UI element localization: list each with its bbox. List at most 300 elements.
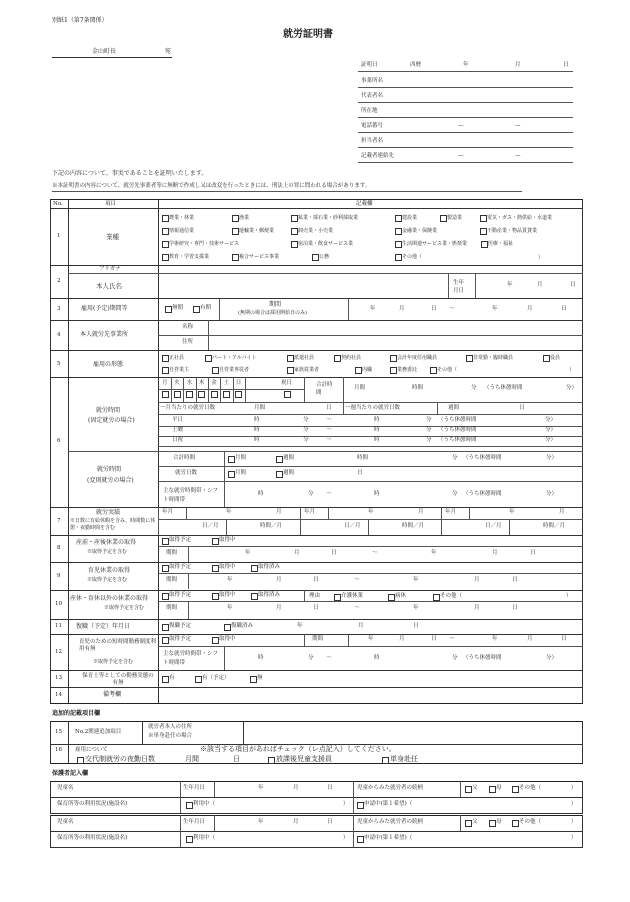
hours-row-line bbox=[158, 446, 583, 447]
row-number: 16 bbox=[55, 747, 62, 753]
other-relation-checkbox[interactable] bbox=[512, 820, 519, 827]
period-year: 年 bbox=[492, 306, 498, 312]
mother-checkbox[interactable] bbox=[489, 820, 496, 827]
staff-no-checkbox[interactable] bbox=[250, 676, 257, 683]
permanent-checkbox[interactable] bbox=[165, 306, 172, 313]
employment-checkbox[interactable] bbox=[334, 355, 341, 362]
workplace-sub-divider bbox=[208, 320, 209, 350]
tilde: ～ bbox=[326, 427, 332, 433]
applying-close: ） bbox=[571, 835, 577, 841]
extra-left bbox=[50, 721, 51, 763]
guardian-birth-label: 生年月日 bbox=[183, 785, 206, 791]
employment-checkbox[interactable] bbox=[205, 355, 212, 362]
industry-option-label: 不動産業・物品賃貸業 bbox=[487, 227, 538, 234]
industry-option-label: 複合サービス事業 bbox=[239, 253, 280, 260]
care-leave-checkbox[interactable] bbox=[334, 594, 341, 601]
industry-checkbox[interactable] bbox=[291, 215, 298, 222]
weekday-checkbox[interactable] bbox=[186, 391, 193, 398]
row-number: 1 bbox=[57, 233, 61, 239]
industry-checkbox[interactable] bbox=[395, 228, 402, 235]
employment-option-label: 非常勤・臨時職員 bbox=[473, 354, 514, 361]
employment-checkbox[interactable] bbox=[430, 367, 437, 374]
minute-unit: 分 bbox=[308, 655, 314, 661]
minute-unit: 分 bbox=[303, 427, 309, 433]
return-year: 年 bbox=[297, 623, 303, 629]
break-close: 分） bbox=[546, 455, 558, 461]
addressee-suffix: 宛 bbox=[165, 48, 172, 55]
employment-checkbox[interactable] bbox=[162, 367, 169, 374]
break-close: 分） bbox=[546, 491, 558, 497]
short-time-line bbox=[158, 646, 583, 647]
grid-divider bbox=[343, 402, 344, 414]
using-checkbox[interactable] bbox=[186, 836, 193, 843]
row-number: 10 bbox=[55, 601, 62, 607]
short-time-plan-label: 取得予定 bbox=[169, 636, 192, 642]
leave-line bbox=[158, 546, 583, 547]
month-unit: 月 bbox=[474, 605, 480, 611]
night-shift-day: 日 bbox=[233, 755, 240, 763]
fixed-hours-sub: (固定就労の場合) bbox=[88, 417, 135, 424]
company-name-line[interactable] bbox=[358, 87, 573, 88]
other-relation-checkbox[interactable] bbox=[512, 786, 519, 793]
record-line bbox=[158, 519, 583, 520]
leave-plan-checkbox[interactable] bbox=[162, 538, 169, 545]
record-divider bbox=[441, 507, 442, 535]
break-note: （うち休憩時間 bbox=[438, 417, 477, 423]
leave-done-label: 取得済み bbox=[258, 564, 281, 570]
employment-option-label: 正社員 bbox=[169, 354, 185, 361]
cert-day-unit: 日 bbox=[563, 62, 569, 68]
using-checkbox[interactable] bbox=[186, 802, 193, 809]
day-unit: 日 bbox=[431, 636, 437, 642]
industry-checkbox[interactable] bbox=[395, 215, 402, 222]
hours-line bbox=[158, 481, 583, 482]
year-unit: 年 bbox=[227, 605, 233, 611]
extra-section-title: 追加的記載項目欄 bbox=[52, 710, 101, 717]
record-divider bbox=[300, 507, 301, 535]
care-leave-label: 介護休業 bbox=[341, 593, 364, 599]
record-ym: 年月 bbox=[162, 509, 174, 515]
other-relation-close: ） bbox=[571, 819, 577, 825]
weekday-label: 金 bbox=[211, 380, 217, 386]
guardian-facility-label: 保育所等の利用状況(施設名) bbox=[57, 835, 128, 841]
leave-taking-label: 取得中 bbox=[219, 537, 236, 543]
employment-option-label: 派遣社員 bbox=[294, 354, 315, 361]
employment-option-label: 自営業主 bbox=[169, 366, 190, 373]
row-number: 2 bbox=[57, 278, 61, 284]
tilde: ～ bbox=[449, 636, 455, 642]
day-unit: 日 bbox=[519, 405, 525, 411]
week-label: 週間 bbox=[283, 455, 295, 461]
leave-divider bbox=[304, 590, 305, 601]
industry-checkbox[interactable] bbox=[232, 228, 239, 235]
hour-unit: 時 bbox=[374, 417, 380, 423]
contact-person-line[interactable] bbox=[358, 147, 573, 148]
break-note: （うち休憩時間 bbox=[463, 491, 502, 497]
guardian-divider bbox=[214, 781, 215, 797]
cert-year-unit: 年 bbox=[463, 62, 469, 68]
guardian-line bbox=[50, 847, 583, 848]
fixed-hours-label: 就労時間 bbox=[96, 407, 121, 414]
row-number: 8 bbox=[57, 545, 61, 551]
leave-taking-checkbox[interactable] bbox=[212, 565, 219, 572]
period-heading: 期間 bbox=[269, 301, 282, 308]
maternity-leave-label: 産前・産後休業の取得 bbox=[76, 539, 137, 546]
row-line bbox=[50, 619, 583, 620]
day-unit: 日 bbox=[512, 605, 518, 611]
staff-yes-checkbox[interactable] bbox=[162, 676, 169, 683]
break-note: （うち休憩時間 bbox=[463, 655, 502, 661]
other-relation-label: その他（ bbox=[519, 819, 542, 825]
short-time-divider bbox=[304, 634, 305, 646]
table-left bbox=[50, 199, 51, 703]
employment-checkbox[interactable] bbox=[390, 367, 397, 374]
hour-unit: 時 bbox=[254, 427, 260, 433]
cert-field-label: 電話番号 bbox=[361, 123, 384, 129]
weekly-checkbox[interactable] bbox=[276, 456, 283, 463]
period-month: 月 bbox=[399, 306, 405, 312]
remarks-label: 備考欄 bbox=[103, 691, 122, 698]
using-close: ） bbox=[343, 835, 349, 841]
leave-plan-checkbox[interactable] bbox=[162, 593, 169, 600]
industry-checkbox[interactable] bbox=[480, 215, 487, 222]
workplace-divider bbox=[158, 335, 583, 336]
guardian-divider bbox=[180, 781, 181, 813]
extra-divider bbox=[243, 721, 244, 744]
applying-close: ） bbox=[571, 801, 577, 807]
mother-checkbox[interactable] bbox=[489, 786, 496, 793]
night-shift-checkbox[interactable] bbox=[77, 757, 84, 764]
hour-unit: 時 bbox=[258, 655, 264, 661]
holiday-label: 祝日 bbox=[281, 380, 293, 386]
father-checkbox[interactable] bbox=[465, 786, 472, 793]
hours-line bbox=[158, 466, 583, 467]
period-year: 年 bbox=[370, 306, 376, 312]
guardian-top bbox=[50, 815, 583, 816]
period-divider bbox=[348, 298, 349, 320]
tilde: ～ bbox=[326, 655, 332, 661]
guardian-line bbox=[50, 797, 583, 798]
addressee-town: 金山町長 bbox=[92, 48, 117, 55]
staff-yes-label: 有 bbox=[169, 675, 175, 681]
work-days-label: 就労日数 bbox=[175, 470, 198, 476]
extra-address-note: ※単身赴任の場合 bbox=[148, 733, 193, 739]
row-number: 14 bbox=[55, 692, 62, 698]
year-unit: 年 bbox=[245, 550, 251, 556]
leave-plan-label: 取得予定 bbox=[169, 564, 192, 570]
total-hours-label: 合計時間 bbox=[173, 455, 196, 461]
employment-checkbox[interactable] bbox=[466, 355, 473, 362]
industry-checkbox[interactable] bbox=[440, 215, 447, 222]
day-unit: 日 bbox=[530, 550, 536, 556]
grid-divider bbox=[437, 402, 438, 414]
employment-option-label: 契約社員 bbox=[341, 354, 362, 361]
record-divider bbox=[186, 507, 187, 519]
break-close: 分） bbox=[545, 427, 557, 433]
employment-checkbox[interactable] bbox=[543, 355, 550, 362]
year-unit: 年 bbox=[413, 577, 419, 583]
industry-checkbox[interactable] bbox=[162, 254, 169, 261]
short-main-hours: 主な就労時間帯・シフト時間帯 bbox=[163, 651, 219, 666]
sick-leave-checkbox[interactable] bbox=[388, 594, 395, 601]
employment-checkbox[interactable] bbox=[355, 367, 362, 374]
week-label: 週間 bbox=[448, 405, 460, 411]
weekday-label: 木 bbox=[198, 380, 205, 386]
short-time-taking-checkbox[interactable] bbox=[212, 637, 219, 644]
period-note: (無期の場合は採用開始日のみ) bbox=[238, 310, 307, 316]
row-number: 7 bbox=[57, 518, 61, 524]
birth-divider-left bbox=[448, 273, 449, 298]
applying-checkbox[interactable] bbox=[357, 836, 364, 843]
applying-label: 申請中(第１希望)（ bbox=[364, 835, 413, 841]
dash: — bbox=[515, 153, 521, 159]
mother-label: 母 bbox=[496, 819, 502, 825]
row-line bbox=[50, 350, 583, 351]
industry-option-label: 建設業 bbox=[402, 214, 418, 221]
weekday-checkbox[interactable] bbox=[235, 391, 242, 398]
writer-contact-line[interactable] bbox=[358, 162, 573, 163]
hours-line bbox=[158, 414, 583, 415]
industry-option-label: 学術研究・専門・技術サービス bbox=[169, 240, 240, 247]
guardian-line bbox=[50, 813, 583, 814]
industry-option-label: 電気・ガス・熱供給・水道業 bbox=[487, 214, 553, 221]
industry-option-label: 農業・林業 bbox=[169, 214, 195, 221]
warning-underline bbox=[52, 191, 522, 192]
industry-option-label: 情報通信業 bbox=[169, 227, 195, 234]
tilde: ～ bbox=[326, 417, 332, 423]
industry-checkbox[interactable] bbox=[232, 215, 239, 222]
industry-checkbox[interactable] bbox=[312, 254, 319, 261]
record-ym: 年月 bbox=[304, 509, 316, 515]
industry-checkbox[interactable] bbox=[162, 215, 169, 222]
industry-checkbox[interactable] bbox=[162, 241, 169, 248]
tilde: ～ bbox=[326, 437, 332, 443]
employment-checkbox[interactable] bbox=[390, 355, 397, 362]
period-month: 月 bbox=[527, 306, 533, 312]
representative-line[interactable] bbox=[358, 102, 573, 103]
break-note: （うち休憩時間 bbox=[438, 427, 477, 433]
leave-line bbox=[158, 601, 583, 602]
day-type-label: 日祝 bbox=[172, 437, 184, 443]
hour-unit: 時 bbox=[374, 491, 380, 497]
guardian-right bbox=[582, 781, 583, 813]
extra-divider bbox=[142, 721, 143, 744]
tilde: ～ bbox=[354, 605, 360, 611]
monthly-label: 月間 bbox=[235, 470, 247, 476]
short-time-taking-label: 取得中 bbox=[219, 636, 236, 642]
industry-option-label: 教育・学習支援業 bbox=[169, 253, 210, 260]
weekday-checkbox[interactable] bbox=[198, 391, 205, 398]
record-month: 月 bbox=[276, 509, 282, 515]
industry-close: ） bbox=[538, 255, 544, 261]
break-note: （うち休憩時間 bbox=[484, 385, 523, 391]
single-posting-checkbox[interactable] bbox=[382, 757, 389, 764]
applying-checkbox[interactable] bbox=[357, 802, 364, 809]
hours-row-line bbox=[158, 426, 583, 427]
furigana-input[interactable] bbox=[158, 273, 448, 274]
weekday-checkbox[interactable] bbox=[223, 391, 230, 398]
holiday-checkbox[interactable] bbox=[284, 391, 291, 398]
leave-done-checkbox[interactable] bbox=[251, 565, 258, 572]
employment-option-label: 自営業専従者 bbox=[219, 366, 250, 373]
leave-taking-checkbox[interactable] bbox=[212, 593, 219, 600]
father-checkbox[interactable] bbox=[465, 820, 472, 827]
record-days: 日／月 bbox=[344, 523, 361, 529]
industry-checkbox[interactable] bbox=[291, 228, 298, 235]
hour-unit: 時 bbox=[258, 491, 264, 497]
employment-checkbox[interactable] bbox=[287, 367, 294, 374]
row-line bbox=[50, 562, 583, 563]
address-line[interactable] bbox=[358, 117, 573, 118]
time-unit: 時間 bbox=[357, 455, 369, 461]
cert-field-label: 事業所名 bbox=[361, 78, 384, 84]
hour-unit: 時 bbox=[374, 437, 380, 443]
month-unit: 月 bbox=[399, 636, 405, 642]
employment-option-label: パート・アルバイト bbox=[212, 354, 257, 361]
leave-plan-label: 取得予定 bbox=[169, 537, 192, 543]
row-number: 11 bbox=[55, 623, 62, 629]
employment-checkbox[interactable] bbox=[212, 367, 219, 374]
tilde: ～ bbox=[326, 491, 332, 497]
industry-option-label: 生活関連サービス業・娯楽業 bbox=[402, 240, 468, 247]
employment-checkbox[interactable] bbox=[287, 355, 294, 362]
guardian-divider bbox=[214, 815, 215, 831]
month-unit: 月 bbox=[276, 577, 282, 583]
guardian-left bbox=[50, 815, 51, 847]
reason-label: 理由 bbox=[309, 593, 321, 599]
record-year: 年 bbox=[226, 509, 232, 515]
record-divider bbox=[158, 507, 159, 535]
minute-unit: 分 bbox=[452, 655, 458, 661]
leave-done-label: 取得済み bbox=[258, 592, 281, 598]
birth-year: 年 bbox=[507, 282, 513, 288]
childcare-leave-label: 育児休業の取得 bbox=[88, 567, 131, 574]
break-note: （うち休憩時間 bbox=[438, 437, 477, 443]
variable-hours-label: 就労時間 bbox=[97, 466, 122, 473]
employment-option-label: 内職 bbox=[362, 366, 373, 373]
applying-label: 申請中(第１希望)（ bbox=[364, 801, 413, 807]
period-divider bbox=[219, 298, 220, 320]
day-unit: 日 bbox=[327, 785, 333, 791]
fixed-term-checkbox[interactable] bbox=[193, 306, 200, 313]
short-time-plan-checkbox[interactable] bbox=[162, 637, 169, 644]
short-time-note: ※取得予定を含む bbox=[93, 659, 134, 665]
record-divider bbox=[368, 519, 369, 535]
staff-planned-checkbox[interactable] bbox=[195, 676, 202, 683]
night-shift-label: 交代制就労の夜勤日数 bbox=[85, 755, 155, 763]
break-close: 分） bbox=[566, 385, 578, 391]
weekday-label: 火 bbox=[174, 380, 180, 386]
cert-date-line[interactable] bbox=[358, 71, 573, 72]
other-relation-label: その他（ bbox=[519, 785, 542, 791]
day-type-label: 平日 bbox=[172, 417, 184, 423]
month-unit: 月 bbox=[492, 550, 498, 556]
monthly-checkbox[interactable] bbox=[228, 456, 235, 463]
leave-taking-checkbox[interactable] bbox=[212, 538, 219, 545]
industry-checkbox[interactable] bbox=[232, 254, 239, 261]
guardian-divider bbox=[460, 815, 461, 831]
record-year: 年 bbox=[509, 509, 515, 515]
leave-plan-label: 取得予定 bbox=[169, 592, 192, 598]
industry-checkbox[interactable] bbox=[395, 241, 402, 248]
industry-option-label: その他（ bbox=[402, 253, 423, 260]
using-close: ） bbox=[343, 801, 349, 807]
weekday-line bbox=[158, 389, 304, 390]
phone-line[interactable] bbox=[358, 132, 573, 133]
industry-checkbox[interactable] bbox=[481, 241, 488, 248]
night-shift-monthly: 月間 bbox=[185, 755, 199, 763]
month-unit: 月 bbox=[294, 550, 300, 556]
row-line bbox=[50, 634, 583, 635]
row-line bbox=[50, 208, 583, 209]
leave-done-checkbox[interactable] bbox=[251, 593, 258, 600]
var-divider bbox=[224, 451, 225, 507]
grid-divider bbox=[343, 377, 344, 402]
monthly-checkbox[interactable] bbox=[228, 471, 235, 478]
return-day: 日 bbox=[413, 623, 419, 629]
weekday-checkbox[interactable] bbox=[162, 391, 169, 398]
employment-label: 雇用の形態 bbox=[93, 361, 124, 368]
hours-line bbox=[158, 402, 583, 403]
weekday-checkbox[interactable] bbox=[211, 391, 218, 398]
returned-checkbox[interactable] bbox=[224, 624, 231, 631]
guardian-child-label: 児童名 bbox=[57, 819, 74, 825]
cert-field-label: 代表者名 bbox=[361, 93, 384, 99]
guardian-divider bbox=[180, 815, 181, 847]
staff-planned-label: 有（予定） bbox=[202, 675, 230, 681]
intro-text: 下記の内容について、事実であることを証明いたします。 bbox=[52, 170, 208, 177]
col-no: No. bbox=[53, 201, 63, 207]
other-reason-checkbox[interactable] bbox=[433, 594, 440, 601]
day-unit: 日 bbox=[331, 550, 337, 556]
guardian-section-title: 保護者記入欄 bbox=[52, 770, 89, 777]
furigana-label: フリガナ bbox=[99, 266, 121, 272]
industry-checkbox[interactable] bbox=[162, 228, 169, 235]
industry-checkbox[interactable] bbox=[480, 228, 487, 235]
industry-checkbox[interactable] bbox=[291, 241, 298, 248]
after-school-checkbox[interactable] bbox=[268, 757, 275, 764]
short-time-divider bbox=[348, 634, 349, 646]
break-close: 分） bbox=[546, 655, 558, 661]
leave-taking-label: 取得中 bbox=[219, 592, 236, 598]
industry-checkbox[interactable] bbox=[395, 254, 402, 261]
industry-option-label: 卸売業・小売業 bbox=[298, 227, 334, 234]
minute-unit: 分 bbox=[452, 491, 458, 497]
day-unit: 日 bbox=[357, 470, 363, 476]
leave-taking-label: 取得中 bbox=[219, 564, 236, 570]
weekly-checkbox[interactable] bbox=[276, 471, 283, 478]
month-unit: 月 bbox=[293, 785, 299, 791]
per-week-label: 一週当たりの就労日数 bbox=[345, 405, 401, 411]
day-unit: 日 bbox=[313, 605, 319, 611]
minute-unit: 分 bbox=[303, 417, 309, 423]
weekday-checkbox[interactable] bbox=[174, 391, 181, 398]
industry-label: 業種 bbox=[106, 233, 119, 241]
hour-unit: 時 bbox=[374, 427, 380, 433]
employment-option-label: その他（ bbox=[437, 366, 458, 373]
permanent-label: 無期 bbox=[172, 305, 184, 311]
weekday-label: 土 bbox=[223, 380, 230, 386]
leave-plan-checkbox[interactable] bbox=[162, 565, 169, 572]
dash: — bbox=[515, 123, 521, 129]
weekday-label: 日 bbox=[235, 380, 242, 386]
row-line bbox=[50, 590, 583, 591]
addressee-underline bbox=[52, 57, 172, 58]
employment-checkbox[interactable] bbox=[162, 355, 169, 362]
other-leave-label: 産休・育休以外の休業の取得 bbox=[70, 595, 149, 602]
return-plan-checkbox[interactable] bbox=[162, 624, 169, 631]
leave-divider bbox=[188, 573, 189, 589]
